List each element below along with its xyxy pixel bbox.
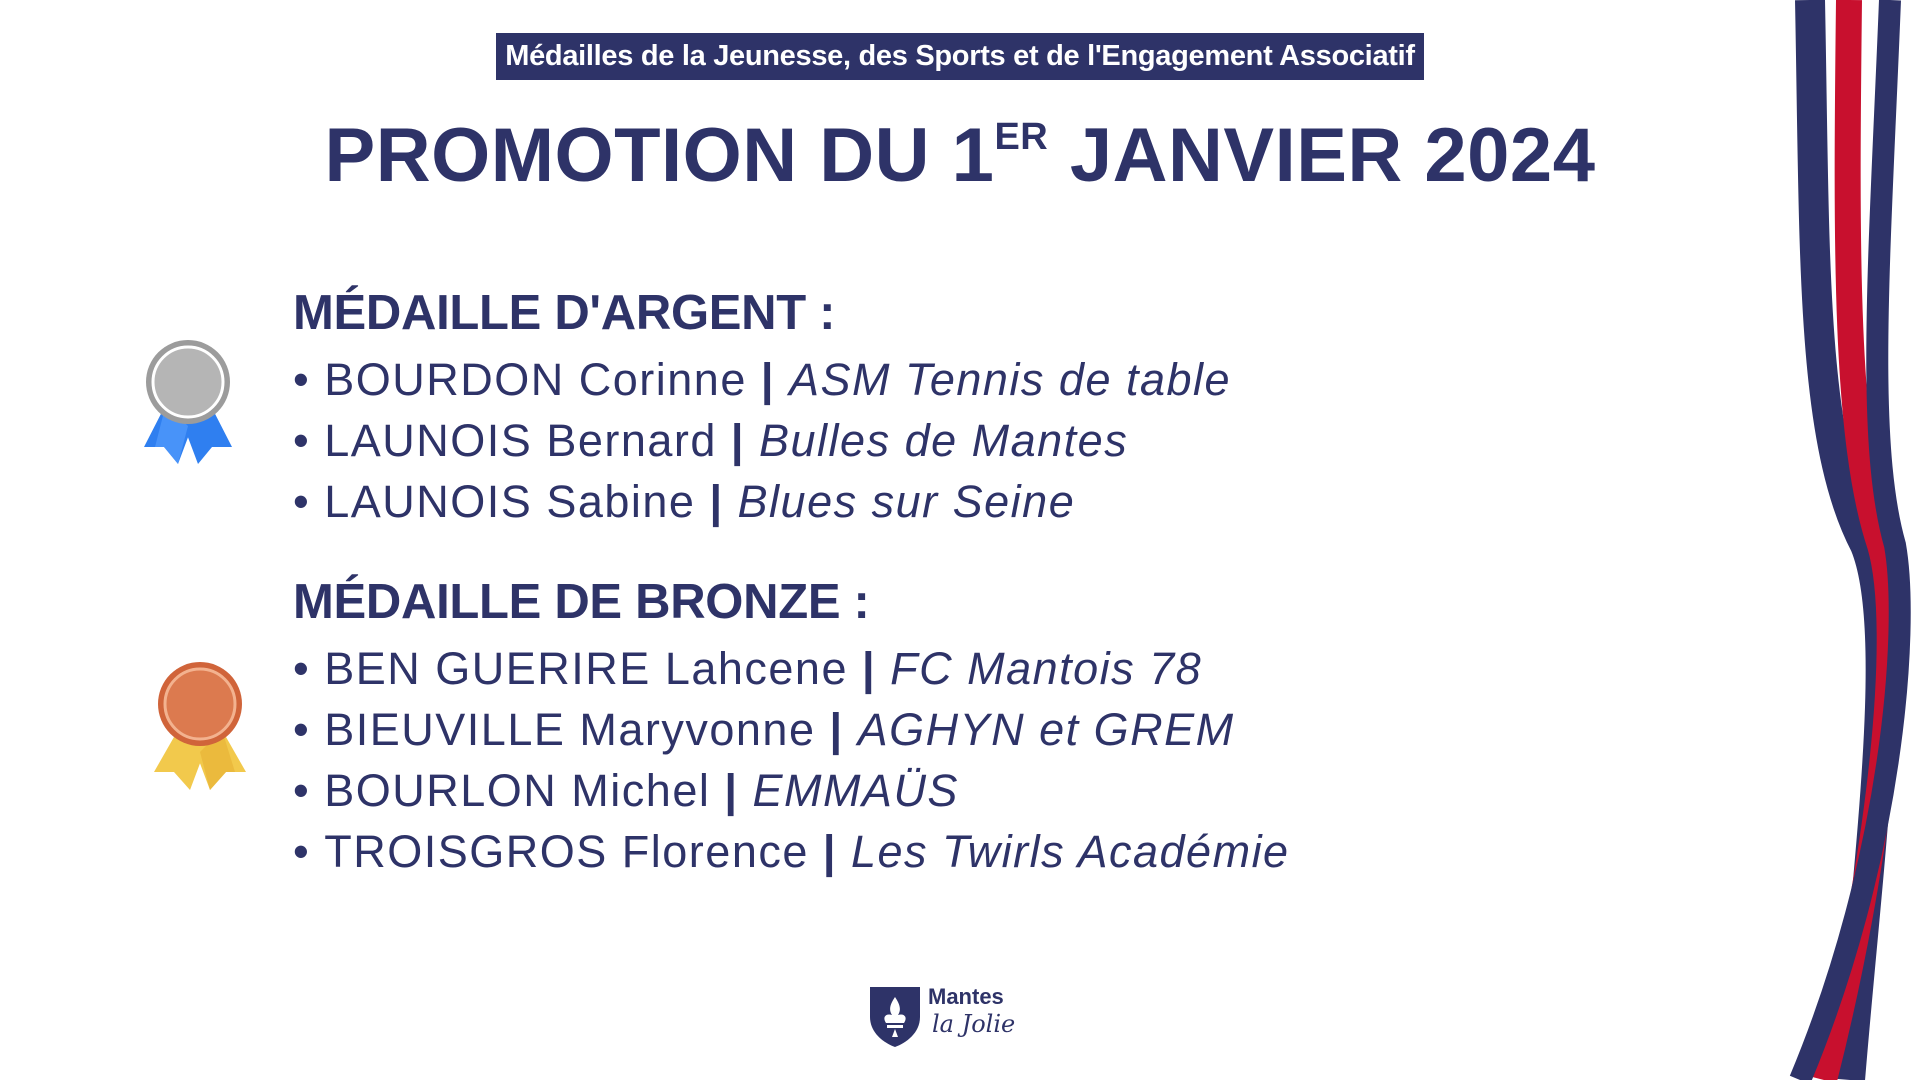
list-item [293, 410, 1643, 471]
list-item [293, 638, 1643, 699]
separator: | [709, 476, 724, 527]
list-item [293, 760, 1643, 821]
silver-recipient-list [293, 349, 1643, 532]
logo-line1: Mantes [928, 984, 1004, 1009]
bullet: • [293, 415, 311, 466]
recipient-name: TROISGROS Florence [324, 826, 809, 877]
title-end: JANVIER 2024 [1048, 113, 1596, 198]
recipient-name: BIEUVILLE Maryvonne [324, 704, 816, 755]
separator: | [822, 826, 837, 877]
bullet: • [293, 354, 311, 405]
tricolor-ribbon [1750, 0, 1920, 1080]
association-name: Les Twirls Académie [850, 826, 1290, 877]
list-item [293, 699, 1643, 760]
bronze-medal-icon [150, 660, 250, 792]
silver-medal-section [293, 283, 1643, 532]
section-title: MÉDAILLE D'ARGENT : [293, 286, 836, 340]
recipient-name: BEN GUERIRE Lahcene [324, 643, 848, 694]
separator: | [760, 354, 775, 405]
subtitle-band [0, 33, 1920, 80]
bullet: • [293, 476, 311, 527]
association-name: Bulles de Mantes [759, 415, 1129, 466]
separator: | [862, 643, 877, 694]
city-logo-icon [866, 983, 924, 1049]
list-item [293, 471, 1643, 532]
recipient-name: BOURDON Corinne [324, 354, 747, 405]
bullet: • [293, 765, 311, 816]
recipient-name: LAUNOIS Sabine [324, 476, 696, 527]
separator: | [730, 415, 746, 466]
silver-medal-icon [138, 334, 238, 466]
recipient-name: LAUNOIS Bernard [324, 415, 717, 466]
bullet: • [293, 704, 311, 755]
association-name: AGHYN et GREM [857, 704, 1235, 755]
bullet: • [293, 826, 311, 877]
city-logo-text [928, 984, 1015, 1038]
list-item [293, 349, 1643, 410]
recipient-name: BOURLON Michel [324, 765, 711, 816]
title-main: PROMOTION DU 1 [324, 113, 995, 198]
association-name: ASM Tennis de table [788, 354, 1232, 405]
logo-line2: la Jolie [932, 1010, 1016, 1038]
separator: | [829, 704, 844, 755]
association-name: EMMAÜS [752, 765, 959, 816]
page-title [0, 112, 1920, 199]
section-title: MÉDAILLE DE BRONZE : [293, 575, 870, 629]
subtitle: Médailles de la Jeunesse, des Sports et de l'Engagement Associatif [496, 33, 1424, 80]
bullet: • [293, 643, 311, 694]
association-name: Blues sur Seine [737, 476, 1076, 527]
association-name: FC Mantois 78 [890, 643, 1203, 694]
bronze-recipient-list [293, 638, 1643, 882]
list-item [293, 821, 1643, 882]
bronze-medal-section [293, 572, 1643, 882]
title-superscript: ER [994, 116, 1049, 158]
separator: | [724, 765, 739, 816]
